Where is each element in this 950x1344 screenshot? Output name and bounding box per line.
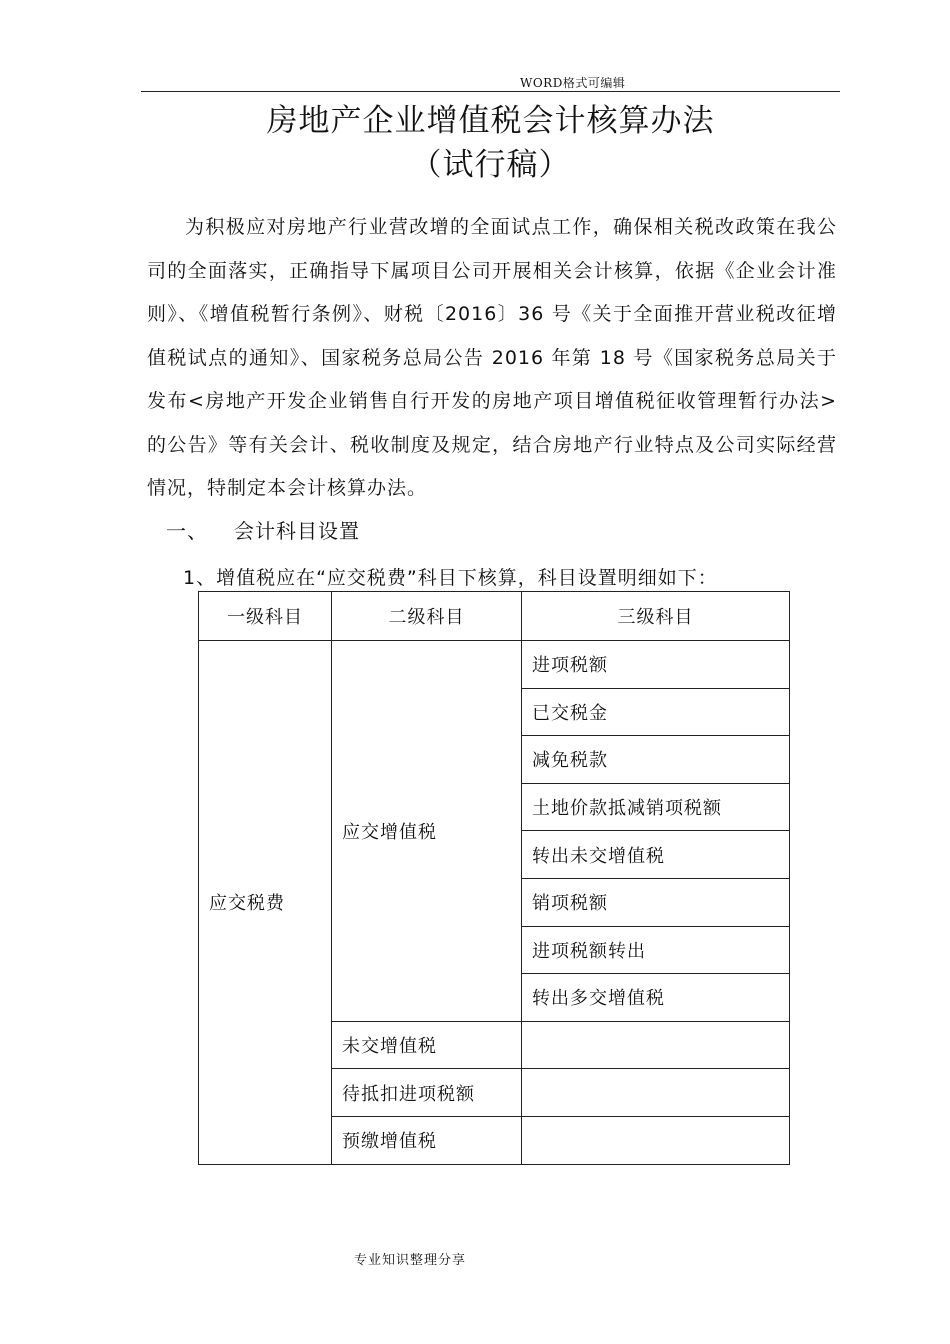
level3-cell-empty [522, 1069, 790, 1117]
level3-cell: 减免税款 [522, 736, 790, 784]
level3-cell-empty [522, 1116, 790, 1164]
level3-cell: 转出未交增值税 [522, 831, 790, 879]
level2-cell: 应交增值税 [332, 641, 522, 1022]
subsection-heading: 1、增值税应在“应交税费”科目下核算，科目设置明细如下： [183, 567, 718, 589]
level3-cell: 销项税额 [522, 878, 790, 926]
table-header-cell: 三级科目 [522, 592, 790, 641]
section-number: 一、 [166, 519, 208, 543]
table-header-cell: 一级科目 [199, 592, 332, 641]
accounts-table [198, 591, 790, 1165]
section-heading [166, 515, 360, 544]
level3-cell: 已交税金 [522, 688, 790, 736]
page-header-label: WORD格式可编辑 [520, 76, 626, 90]
level3-cell: 土地价款抵减销项税额 [522, 783, 790, 831]
level2-cell: 未交增值税 [332, 1021, 522, 1069]
header-divider [141, 91, 840, 92]
intro-paragraph: 为积极应对房地产行业营改增的全面试点工作，确保相关税改政策在我公司的全面落实，正确指导下属项目公司开展相关会计核算，依据《企业会计准则》、《增值税暂行条例》、财税〔2016〕36 号《关于全面推开营业税改征增值税试点的通知》、国家税务总局公告 2016 年第 18 号《国家税务总局关于发布<房地产开发企业销售自行开发的房地产项目增值税征收管理暂行办法>的公告》等有关会计、税收制度及规定，结合房地产行业特点及公司实际经营情况，特制定本会计核算办法。 [147, 216, 837, 499]
level3-cell: 转出多交增值税 [522, 974, 790, 1022]
level2-cell: 预缴增值税 [332, 1116, 522, 1164]
table-header-cell: 二级科目 [332, 592, 522, 641]
section-title: 会计科目设置 [234, 519, 360, 543]
level2-cell: 待抵扣进项税额 [332, 1069, 522, 1117]
level3-cell: 进项税额 [522, 641, 790, 689]
table-row [199, 641, 790, 689]
level1-cell: 应交税费 [199, 641, 332, 1165]
page-footer: 专业知识整理分享 [354, 1253, 467, 1268]
table-header-row [199, 592, 790, 641]
level3-cell-empty [522, 1021, 790, 1069]
level3-cell: 进项税额转出 [522, 926, 790, 974]
document-subtitle: （试行稿） [410, 147, 571, 183]
document-title: 房地产企业增值税会计核算办法 [266, 103, 715, 139]
